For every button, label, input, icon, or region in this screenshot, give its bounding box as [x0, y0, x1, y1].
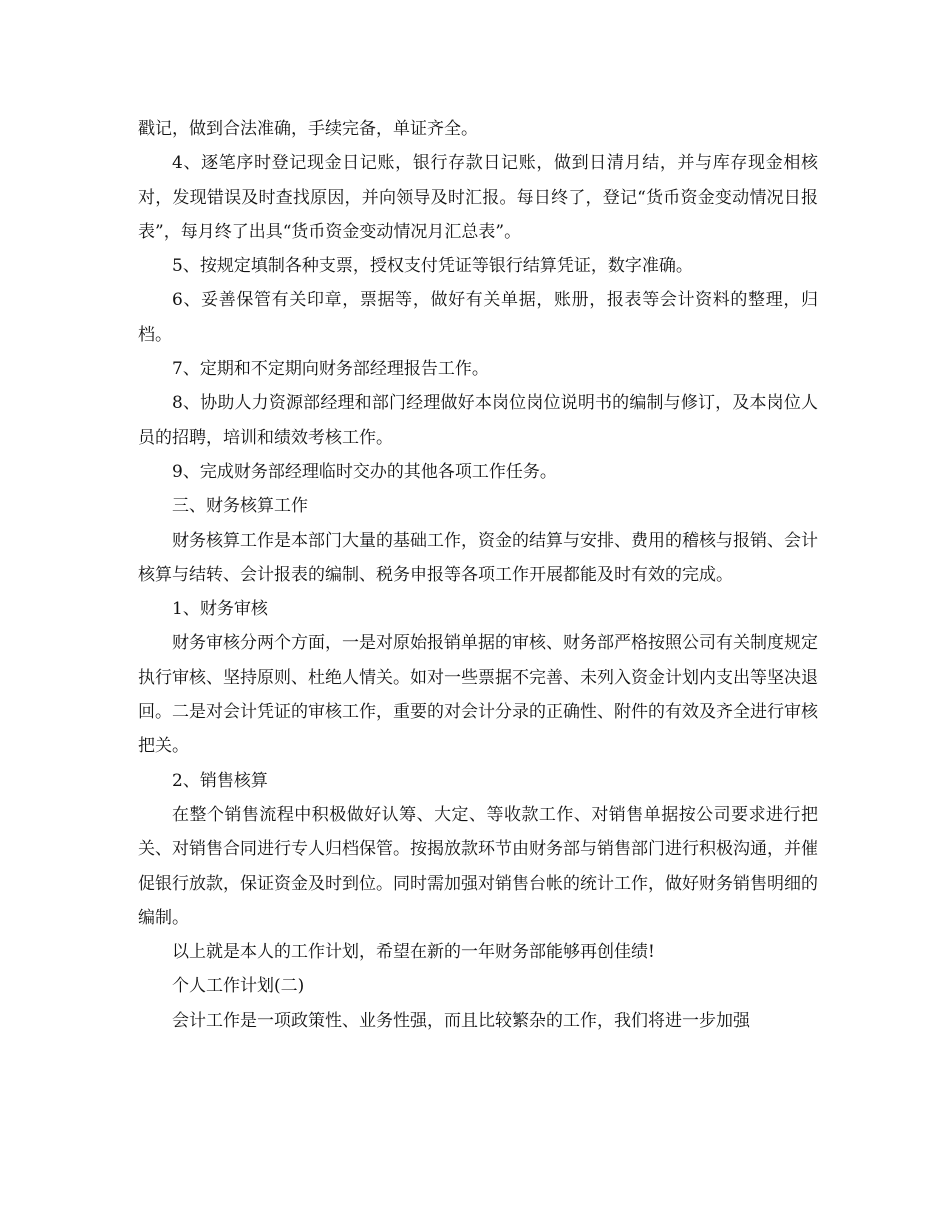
paragraph-item-8: 8、协助人力资源部经理和部门经理做好本岗位岗位说明书的编制与修订，及本岗位人员的招聘，培训和绩效考核工作。: [138, 393, 818, 448]
section-heading-plan-2: 个人工作计划(二): [172, 976, 305, 997]
document-body: [138, 112, 818, 1038]
paragraph-item-6: 6、妥善保管有关印章，票据等，做好有关单据，账册，报表等会计资料的整理，归档。: [138, 290, 818, 345]
paragraph-plan-2-intro: 会计工作是一项政策性、业务性强，而且比较繁杂的工作，我们将进一步加强: [172, 1010, 750, 1031]
subheading-audit: 1、财务审核: [172, 599, 268, 620]
paragraph-item-4: 4、逐笔序时登记现金日记账，银行存款日记账，做到日清月结，并与库存现金相核对，发现错误及时查找原因，并向领导及时汇报。每日终了，登记“货币资金变动情况日报表”，每月终了出具“货币资金变动情况月汇总表”。: [138, 153, 818, 242]
paragraph-audit: 财务审核分两个方面，一是对原始报销单据的审核、财务部严格按照公司有关制度规定执行审核、坚持原则、杜绝人情关。如对一些票据不完善、未列入资金计划内支出等坚决退回。二是对会计凭证的审核工作，重要的对会计分录的正确性、附件的有效及齐全进行审核把关。: [138, 633, 818, 757]
paragraph-accounting-intro: 财务核算工作是本部门大量的基础工作，资金的结算与安排、费用的稽核与报销、会计核算与结转、会计报表的编制、税务申报等各项工作开展都能及时有效的完成。: [138, 530, 818, 585]
paragraph-sales: 在整个销售流程中积极做好认筹、大定、等收款工作、对销售单据按公司要求进行把关、对销售合同进行专人归档保管。按揭放款环节由财务部与销售部门进行积极沟通，并催促银行放款，保证资金及时到位。同时需加强对销售台帐的统计工作，做好财务销售明细的编制。: [138, 804, 818, 928]
paragraph-item-5: 5、按规定填制各种支票，授权支付凭证等银行结算凭证，数字准确。: [172, 256, 693, 277]
paragraph-item-7: 7、定期和不定期向财务部经理报告工作。: [172, 359, 489, 380]
paragraph-conclusion: 以上就是本人的工作计划，希望在新的一年财务部能够再创佳绩!: [172, 942, 655, 963]
paragraph-item-9: 9、完成财务部经理临时交办的其他各项工作任务。: [172, 461, 557, 482]
subheading-sales: 2、销售核算: [172, 770, 268, 791]
section-heading-accounting: 三、财务核算工作: [172, 496, 308, 517]
paragraph-continuation: 戳记，做到合法准确，手续完备，单证齐全。: [138, 119, 478, 139]
